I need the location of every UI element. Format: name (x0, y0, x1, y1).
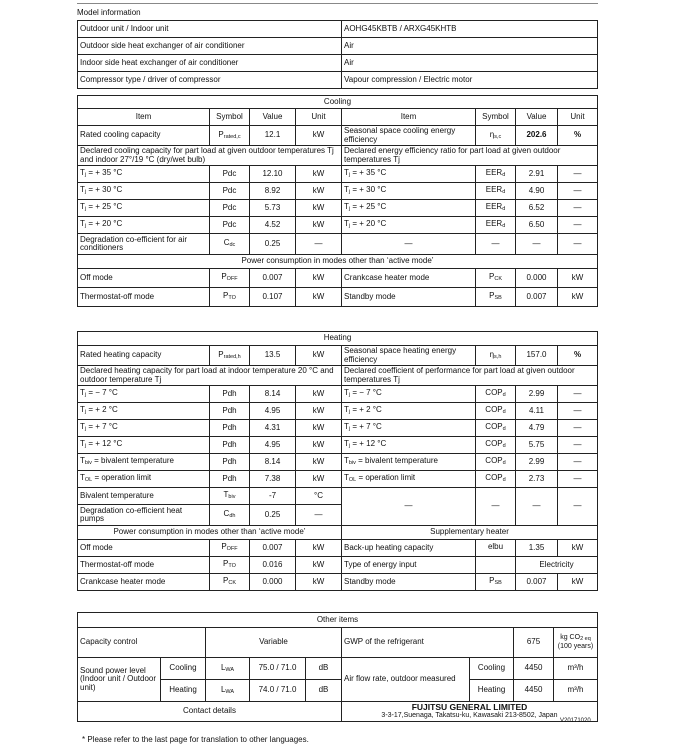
air-flow-heating-label: Heating (470, 680, 514, 702)
mode-label: Standby mode (342, 574, 476, 591)
symbol: $COP_d$ (476, 403, 516, 420)
unit: — (558, 166, 598, 183)
table-row (78, 366, 598, 386)
company-name: FUJITSU GENERAL LIMITED (411, 702, 528, 713)
symbol: Pdh (210, 437, 250, 454)
symbol: elbu (476, 540, 516, 557)
table-row (78, 72, 598, 89)
value: 4.11 (516, 403, 558, 420)
unit: kW (296, 183, 342, 200)
unit: kW (296, 403, 342, 420)
cooling-degradation-symbol: $C_{dc}$ (210, 234, 250, 255)
col-header: Item (342, 109, 476, 126)
gwp-label: GWP of the refrigerant (342, 628, 514, 658)
col-header: Unit (558, 109, 598, 126)
symbol: $P_{OFF}$ (210, 540, 250, 557)
cooling-degradation-unit: — (296, 234, 342, 255)
col-header: Unit (296, 109, 342, 126)
empty-dash: — (516, 488, 558, 526)
table-row (78, 234, 598, 255)
table-row (78, 540, 598, 557)
unit: — (558, 454, 598, 471)
declared-eer-label: Declared energy efficiency ratio for part load at given outdoor temperatures Tj (342, 146, 598, 166)
value: 7.38 (250, 471, 296, 488)
empty-dash: — (476, 234, 516, 255)
bivalent-label: Bivalent temperature (78, 488, 210, 505)
bivalent-symbol: $T_{biv}$ (210, 488, 250, 505)
value: 0.007 (250, 269, 296, 288)
temperature-label: $T_j$ = + 2 °C (78, 403, 210, 420)
empty-dash: — (558, 488, 598, 526)
table-row (78, 628, 598, 658)
rated-heating-value: 13.5 (250, 346, 296, 366)
rated-cooling-unit: kW (296, 126, 342, 146)
mi-label: Compressor type / driver of compressor (78, 72, 342, 89)
cooling-table (77, 95, 598, 307)
value: 2.91 (516, 166, 558, 183)
table-header-row (78, 109, 598, 126)
table-row (78, 557, 598, 574)
value: 0.007 (516, 288, 558, 307)
table-row (78, 454, 598, 471)
value: 0.007 (516, 574, 558, 591)
empty-dash: — (516, 234, 558, 255)
empty-dash: — (342, 488, 476, 526)
value: 6.50 (516, 217, 558, 234)
symbol: $EER_d$ (476, 183, 516, 200)
symbol: $P_{CK}$ (210, 574, 250, 591)
temperature-label: $T_j$ = + 7 °C (78, 420, 210, 437)
value: 5.73 (250, 200, 296, 217)
gwp-value: 675 (514, 628, 554, 658)
symbol: $EER_d$ (476, 200, 516, 217)
air-flow-unit: m³/h (554, 658, 598, 680)
table-row (78, 288, 598, 307)
table-row (78, 471, 598, 488)
mode-label: Type of energy input (342, 557, 476, 574)
value: 0.007 (250, 540, 296, 557)
table-row (78, 126, 598, 146)
cooling-title: Cooling (78, 96, 598, 109)
value: 0.000 (250, 574, 296, 591)
scop-label: Seasonal space heating energy efficiency (342, 346, 476, 366)
mode-label: Off mode (78, 540, 210, 557)
seer-value: 202.6 (516, 126, 558, 146)
symbol: Pdh (210, 403, 250, 420)
value: 4.95 (250, 437, 296, 454)
col-header: Value (516, 109, 558, 126)
temperature-label: $T_j$ = + 35 °C (342, 166, 476, 183)
table-row (78, 346, 598, 366)
heating-degradation-label: Degradation co-efficient heat pumps (78, 505, 210, 526)
declared-cooling-label: Declared cooling capacity for part load at given outdoor temperatures Tj and indoor 27°/19 °C (dry/wet bulb) (78, 146, 342, 166)
unit: kW (296, 454, 342, 471)
value: 4.52 (250, 217, 296, 234)
unit: — (558, 437, 598, 454)
value: 8.14 (250, 454, 296, 471)
symbol: $EER_d$ (476, 217, 516, 234)
unit: kW (296, 557, 342, 574)
temperature-label: $T_j$ = − 7 °C (78, 386, 210, 403)
mode-label: Back-up heating capacity (342, 540, 476, 557)
temperature-label: $T_{biv}$ = bivalent temperature (78, 454, 210, 471)
heating-degradation-unit: — (296, 505, 342, 526)
gwp-unit: kg $CO_{2 eq}$ (100 years) (554, 628, 598, 658)
mi-value: Air (342, 38, 598, 55)
value: 0.000 (516, 269, 558, 288)
mode-label: Thermostat-off mode (78, 557, 210, 574)
unit: kW (558, 540, 598, 557)
sound-unit: dB (306, 658, 342, 680)
mode-label: Crankcase heater mode (342, 269, 476, 288)
symbol (476, 557, 516, 574)
table-row (78, 146, 598, 166)
declared-heating-label: Declared heating capacity for part load at indoor temperature 20 °C and outdoor temperature Tj (78, 366, 342, 386)
seer-unit: % (558, 126, 598, 146)
model-info-title: Model information (77, 8, 141, 17)
top-rule (77, 0, 598, 4)
seer-label: Seasonal space cooling energy efficiency (342, 126, 476, 146)
mode-label: Thermostat-off mode (78, 288, 210, 307)
cooling-degradation-label: Degradation co-efficient for air conditioners (78, 234, 210, 255)
rated-heating-label: Rated heating capacity (78, 346, 210, 366)
unit: kW (296, 574, 342, 591)
value: 5.75 (516, 437, 558, 454)
capacity-control-label: Capacity control (78, 628, 206, 658)
unit: — (558, 183, 598, 200)
rated-cooling-symbol: $P_{rated,c}$ (210, 126, 250, 146)
temperature-label: $T_j$ = + 25 °C (342, 200, 476, 217)
mi-label: Outdoor side heat exchanger of air conditioner (78, 38, 342, 55)
unit: kW (558, 574, 598, 591)
table-row (78, 658, 598, 680)
other-items-section (77, 612, 598, 722)
empty-dash: — (476, 488, 516, 526)
air-flow-cooling-value: 4450 (514, 658, 554, 680)
table-row (78, 38, 598, 55)
sound-heating-value: 74.0 / 71.0 (250, 680, 306, 702)
temperature-label: $T_j$ = + 20 °C (78, 217, 210, 234)
sound-power-label: Sound power level (Indoor unit / Outdoor unit) (78, 658, 161, 702)
temperature-label: $T_j$ = + 35 °C (78, 166, 210, 183)
unit: kW (296, 288, 342, 307)
table-row (78, 386, 598, 403)
symbol: Pdh (210, 471, 250, 488)
table-row (78, 21, 598, 38)
unit: — (558, 403, 598, 420)
col-header: Item (78, 109, 210, 126)
table-row (78, 200, 598, 217)
heating-degradation-value: 0.25 (250, 505, 296, 526)
value: 1.35 (516, 540, 558, 557)
contact-details-label: Contact details (78, 702, 342, 722)
unit: kW (296, 420, 342, 437)
mode-label: Crankcase heater mode (78, 574, 210, 591)
table-row (78, 702, 598, 722)
symbol: $P_{CK}$ (476, 269, 516, 288)
value: 2.73 (516, 471, 558, 488)
value: 0.016 (250, 557, 296, 574)
mi-value: Vapour compression / Electric motor (342, 72, 598, 89)
symbol: $COP_d$ (476, 386, 516, 403)
capacity-control-value: Variable (206, 628, 342, 658)
rated-cooling-value: 12.1 (250, 126, 296, 146)
table-row (78, 217, 598, 234)
unit: kW (296, 217, 342, 234)
footnote: * Please refer to the last page for translation to other languages. (82, 735, 309, 744)
air-flow-unit: m³/h (554, 680, 598, 702)
symbol: $COP_d$ (476, 437, 516, 454)
symbol: $P_{SB}$ (476, 574, 516, 591)
unit: — (558, 200, 598, 217)
sound-cooling-label: Cooling (161, 658, 206, 680)
unit: — (558, 386, 598, 403)
value: 4.79 (516, 420, 558, 437)
bivalent-unit: °C (296, 488, 342, 505)
unit: — (558, 420, 598, 437)
seer-symbol: $\eta_{s,c}$ (476, 126, 516, 146)
heating-section (77, 331, 598, 591)
symbol: Pdc (210, 217, 250, 234)
rated-heating-symbol: $P_{rated,h}$ (210, 346, 250, 366)
value: 4.95 (250, 403, 296, 420)
table-row (78, 420, 598, 437)
temperature-label: $T_j$ = + 12 °C (342, 437, 476, 454)
symbol: $EER_d$ (476, 166, 516, 183)
table-row (78, 403, 598, 420)
document-id: V20171020 (560, 718, 591, 724)
temperature-label: $T_{OL}$ = operation limit (342, 471, 476, 488)
air-flow-label: Air flow rate, outdoor measured (342, 658, 470, 702)
unit: kW (296, 269, 342, 288)
mi-label: Indoor side heat exchanger of air conditioner (78, 55, 342, 72)
sound-symbol: $L_{WA}$ (206, 658, 250, 680)
table-row (78, 269, 598, 288)
value: 6.52 (516, 200, 558, 217)
symbol: $COP_d$ (476, 420, 516, 437)
unit: kW (296, 437, 342, 454)
unit: kW (296, 166, 342, 183)
mode-label: Standby mode (342, 288, 476, 307)
value: 4.90 (516, 183, 558, 200)
unit: — (558, 471, 598, 488)
declared-cop-label: Declared coefficient of performance for part load at given outdoor temperatures Tj (342, 366, 598, 386)
scop-symbol: $\eta_{s,h}$ (476, 346, 516, 366)
value: 4.31 (250, 420, 296, 437)
table-row (78, 166, 598, 183)
cooling-power-title: Power consumption in modes other than ‘active mode’ (78, 255, 598, 269)
temperature-label: $T_{biv}$ = bivalent temperature (342, 454, 476, 471)
empty-dash: — (558, 234, 598, 255)
rated-cooling-label: Rated cooling capacity (78, 126, 210, 146)
unit: kW (296, 471, 342, 488)
temperature-label: $T_j$ = + 2 °C (342, 403, 476, 420)
sound-cooling-value: 75.0 / 71.0 (250, 658, 306, 680)
scop-value: 157.0 (516, 346, 558, 366)
symbol: Pdh (210, 454, 250, 471)
symbol: $P_{SB}$ (476, 288, 516, 307)
table-row (78, 55, 598, 72)
heating-title: Heating (78, 332, 598, 346)
value: 12.10 (250, 166, 296, 183)
symbol: Pdc (210, 166, 250, 183)
symbol: $COP_d$ (476, 454, 516, 471)
mi-value: Air (342, 55, 598, 72)
symbol: $P_{OFF}$ (210, 269, 250, 288)
mi-value: AOHG45KBTB / ARXG45KHTB (342, 21, 598, 38)
temperature-label: $T_j$ = + 30 °C (342, 183, 476, 200)
unit: — (558, 217, 598, 234)
symbol: $P_{TO}$ (210, 557, 250, 574)
table-row (78, 574, 598, 591)
value: 8.14 (250, 386, 296, 403)
rated-heating-unit: kW (296, 346, 342, 366)
cooling-degradation-value: 0.25 (250, 234, 296, 255)
temperature-label: $T_j$ = + 7 °C (342, 420, 476, 437)
sound-heating-label: Heating (161, 680, 206, 702)
unit: kW (558, 288, 598, 307)
value: 8.92 (250, 183, 296, 200)
temperature-label: $T_j$ = + 30 °C (78, 183, 210, 200)
col-header: Symbol (476, 109, 516, 126)
table-row (78, 526, 598, 540)
cooling-section (77, 95, 598, 307)
temperature-label: $T_j$ = − 7 °C (342, 386, 476, 403)
model-info-block (77, 20, 598, 89)
sound-unit: dB (306, 680, 342, 702)
company-address: 3-3-17,Suenaga, Takatsu-ku, Kawasaki 213-8502, Japan (381, 712, 558, 720)
symbol: Pdh (210, 386, 250, 403)
unit: kW (558, 269, 598, 288)
sound-symbol: $L_{WA}$ (206, 680, 250, 702)
air-flow-cooling-label: Cooling (470, 658, 514, 680)
value: 2.99 (516, 454, 558, 471)
temperature-label: $T_j$ = + 25 °C (78, 200, 210, 217)
other-items-title: Other items (78, 613, 598, 628)
col-header: Value (250, 109, 296, 126)
table-row (78, 488, 598, 505)
heating-table (77, 331, 598, 591)
air-flow-heating-value: 4450 (514, 680, 554, 702)
other-items-table (77, 612, 598, 722)
value: 0.107 (250, 288, 296, 307)
symbol: Pdh (210, 420, 250, 437)
bivalent-value: -7 (250, 488, 296, 505)
unit: kW (296, 200, 342, 217)
temperature-label: $T_j$ = + 20 °C (342, 217, 476, 234)
mode-label: Off mode (78, 269, 210, 288)
empty-dash: — (342, 234, 476, 255)
unit: kW (296, 540, 342, 557)
value: 2.99 (516, 386, 558, 403)
symbol: $COP_d$ (476, 471, 516, 488)
model-info-table (77, 20, 598, 89)
symbol: Pdc (210, 183, 250, 200)
table-row (78, 437, 598, 454)
supplementary-heater-title: Supplementary heater (342, 526, 598, 540)
scop-unit: % (558, 346, 598, 366)
col-header: Symbol (210, 109, 250, 126)
symbol: $P_{TO}$ (210, 288, 250, 307)
value: Electricity (516, 557, 598, 574)
temperature-label: $T_j$ = + 12 °C (78, 437, 210, 454)
heating-degradation-symbol: $C_{dh}$ (210, 505, 250, 526)
temperature-label: $T_{OL}$ = operation limit (78, 471, 210, 488)
symbol: Pdc (210, 200, 250, 217)
mi-label: Outdoor unit / Indoor unit (78, 21, 342, 38)
heating-power-title: Power consumption in modes other than ‘active mode’ (78, 526, 342, 540)
table-row (78, 183, 598, 200)
unit: kW (296, 386, 342, 403)
